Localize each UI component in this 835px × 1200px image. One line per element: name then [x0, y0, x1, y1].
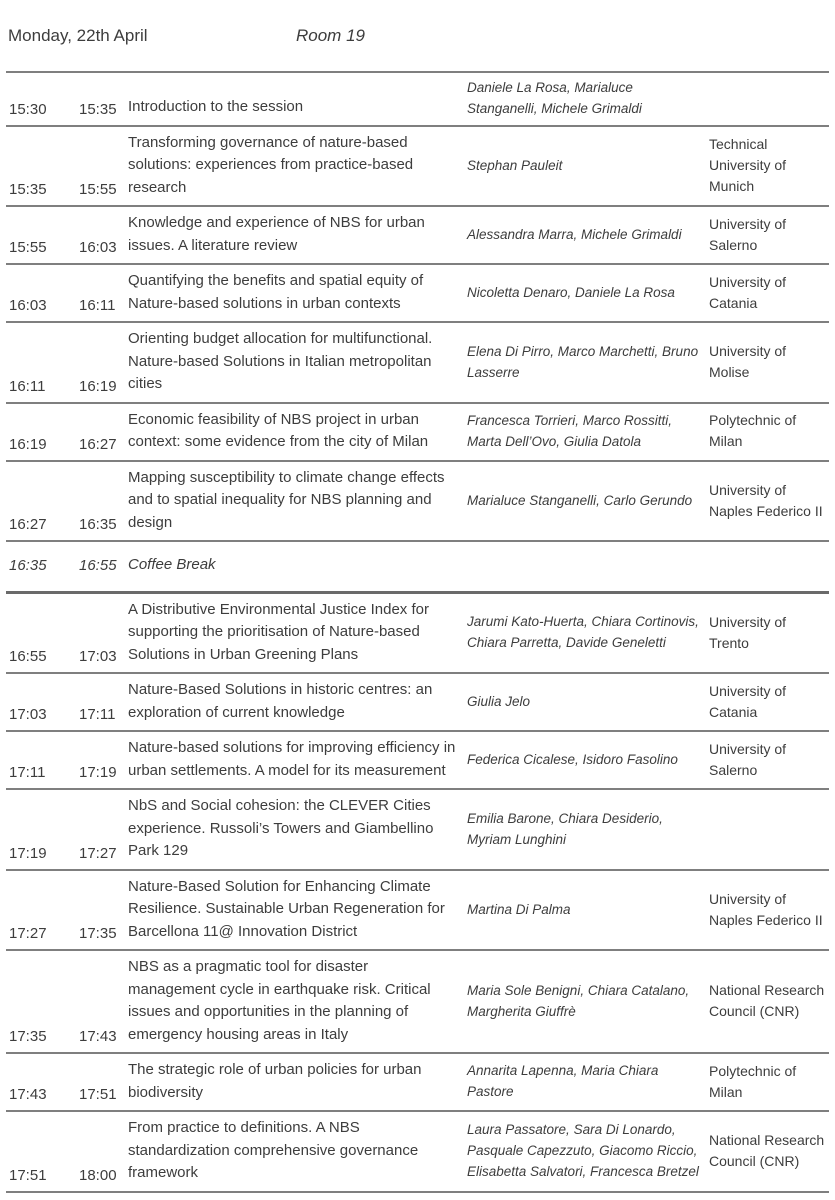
session-start-time: 16:11 — [9, 377, 46, 395]
page-header — [0, 0, 835, 48]
break-title: Coffee Break — [128, 556, 216, 574]
session-end-time: 16:55 — [79, 557, 117, 575]
session-row — [6, 403, 829, 461]
session-end-time: 16:19 — [79, 377, 117, 395]
session-title: NBS as a pragmatic tool for disaster management cycle in earthquake risk. Critical issues and opportunities in the planning of emergency housing areas in Italy — [128, 958, 431, 1043]
session-affiliation: Polytechnic of Milan — [709, 1062, 797, 1100]
session-speakers: Marialuce Stanganelli, Carlo Gerundo — [467, 492, 693, 508]
session-affiliation: University of Naples Federico II — [709, 890, 823, 928]
session-end-time: 15:55 — [79, 181, 117, 199]
session-affiliation: University of Salerno — [709, 740, 787, 778]
session-start-time: 15:30 — [9, 100, 47, 118]
session-speakers: Francesca Torrieri, Marco Rossitti, Marta Dell’Ovo, Giulia Datola — [467, 412, 673, 449]
session-speakers: Martina Di Palma — [467, 901, 571, 917]
session-end-time: 17:19 — [79, 764, 117, 782]
session-row — [6, 126, 829, 207]
session-row — [6, 731, 829, 789]
session-affiliation: University of Catania — [709, 273, 787, 311]
session-speakers: Nicoletta Denaro, Daniele La Rosa — [467, 284, 675, 300]
session-row — [6, 264, 829, 322]
session-affiliation — [707, 72, 829, 126]
session-end-time: 17:43 — [79, 1028, 117, 1046]
session-row — [6, 322, 829, 403]
session-row — [6, 461, 829, 542]
session-title: Nature-Based Solutions in historic centres: an exploration of current knowledge — [128, 681, 433, 721]
session-affiliation — [707, 789, 829, 870]
session-speakers: Daniele La Rosa, Marialuce Stanganelli, Michele Grimaldi — [467, 80, 642, 116]
session-end-time: 17:11 — [79, 706, 116, 724]
session-affiliation: University of Trento — [709, 613, 787, 651]
session-start-time: 17:03 — [9, 706, 47, 724]
session-row — [6, 206, 829, 264]
session-affiliation: Technical University of Munich — [709, 136, 787, 195]
session-title: From practice to definitions. A NBS standardization comprehensive governance framework — [128, 1119, 419, 1182]
session-start-time: 16:19 — [9, 435, 47, 453]
session-end-time: 15:35 — [79, 100, 117, 118]
session-row — [6, 72, 829, 126]
session-affiliation: University of Molise — [709, 343, 787, 381]
session-title: A Distributive Environmental Justice Index for supporting the prioritisation of Nature-based Solutions in Urban Greening Plans — [128, 600, 429, 663]
session-end-time: 16:03 — [79, 239, 117, 257]
session-start-time: 17:43 — [9, 1086, 47, 1104]
session-end-time: 16:35 — [79, 516, 117, 534]
session-start-time: 16:27 — [9, 516, 47, 534]
room-label: Room 19 — [296, 26, 365, 45]
session-affiliation: University of Salerno — [709, 215, 787, 253]
session-end-time: 17:51 — [79, 1086, 117, 1104]
session-title: Knowledge and experience of NBS for urban issues. A literature review — [128, 214, 425, 254]
session-row — [6, 1053, 829, 1111]
session-end-time: 16:27 — [79, 435, 117, 453]
session-title: Quantifying the benefits and spatial equity of Nature-based solutions in urban contexts — [128, 272, 424, 312]
session-row — [6, 950, 829, 1053]
session-affiliation: Polytechnic of Milan — [709, 412, 797, 450]
session-title: Economic feasibility of NBS project in urban context: some evidence from the city of Milan — [128, 410, 429, 451]
session-speakers: Giulia Jelo — [467, 693, 531, 709]
session-row — [6, 789, 829, 870]
break-row — [6, 541, 829, 592]
schedule-body — [6, 72, 829, 1192]
session-start-time: 16:55 — [9, 648, 47, 666]
session-affiliation: National Research Council (CNR) — [709, 1132, 825, 1170]
session-speakers: Stephan Pauleit — [467, 157, 563, 173]
session-title: Nature-based solutions for improving efficiency in urban settlements. A model for its measurement — [128, 739, 456, 779]
session-title: Nature-Based Solution for Enhancing Climate Resilience. Sustainable Urban Regeneration for Barcellona 11@ Innovation District — [128, 877, 445, 940]
session-title: Mapping susceptibility to climate change effects and to spatial inequality for NBS planning and design — [128, 468, 445, 531]
session-row — [6, 673, 829, 731]
session-end-time: 16:11 — [79, 297, 116, 315]
session-affiliation: University of Naples Federico II — [709, 481, 823, 519]
session-speakers: Jarumi Kato-Huerta, Chiara Cortinovis, Chiara Parretta, Davide Geneletti — [467, 614, 699, 651]
session-end-time: 17:27 — [79, 844, 117, 862]
session-end-time: 17:35 — [79, 925, 117, 943]
session-title: Orienting budget allocation for multifunctional. Nature-based Solutions in Italian metropolitan cities — [128, 330, 433, 393]
session-title: The strategic role of urban policies for urban biodiversity — [128, 1061, 422, 1101]
session-start-time: 17:51 — [9, 1166, 47, 1184]
session-title: NbS and Social cohesion: the CLEVER Cities experience. Russoli’s Towers and Giambellino Park 129 — [128, 797, 434, 860]
session-row — [6, 1111, 829, 1192]
session-start-time: 17:35 — [9, 1028, 47, 1046]
session-start-time: 16:03 — [9, 297, 47, 315]
session-speakers: Maria Sole Benigni, Chiara Catalano, Margherita Giuffrè — [467, 982, 690, 1019]
session-end-time: 17:03 — [79, 648, 117, 666]
session-title: Introduction to the session — [128, 98, 304, 116]
session-affiliation: University of Catania — [709, 682, 787, 720]
session-speakers: Annarita Lapenna, Maria Chiara Pastore — [467, 1063, 659, 1100]
session-start-time: 17:11 — [9, 764, 46, 782]
session-end-time: 18:00 — [79, 1166, 117, 1184]
session-start-time: 15:55 — [9, 239, 47, 257]
schedule-table — [6, 71, 829, 1193]
session-affiliation: National Research Council (CNR) — [709, 982, 825, 1020]
session-speakers: Emilia Barone, Chiara Desiderio, Myriam Lunghini — [467, 810, 663, 847]
session-start-time: 17:27 — [9, 925, 47, 943]
session-title: Transforming governance of nature-based solutions: experiences from practice-based research — [128, 133, 414, 196]
session-start-time: 15:35 — [9, 181, 47, 199]
session-start-time: 17:19 — [9, 844, 47, 862]
session-speakers: Elena Di Pirro, Marco Marchetti, Bruno Lasserre — [467, 343, 699, 380]
session-speakers: Alessandra Marra, Michele Grimaldi — [467, 226, 682, 242]
session-date: Monday, 22th April — [8, 26, 148, 45]
session-speakers: Federica Cicalese, Isidoro Fasolino — [467, 751, 678, 767]
session-row — [6, 870, 829, 951]
session-start-time: 16:35 — [9, 557, 47, 575]
session-speakers: Laura Passatore, Sara Di Lonardo, Pasquale Capezzuto, Giacomo Riccio, Elisabetta Salvatori, Francesca Bretzel — [467, 1122, 699, 1180]
session-row — [6, 592, 829, 673]
